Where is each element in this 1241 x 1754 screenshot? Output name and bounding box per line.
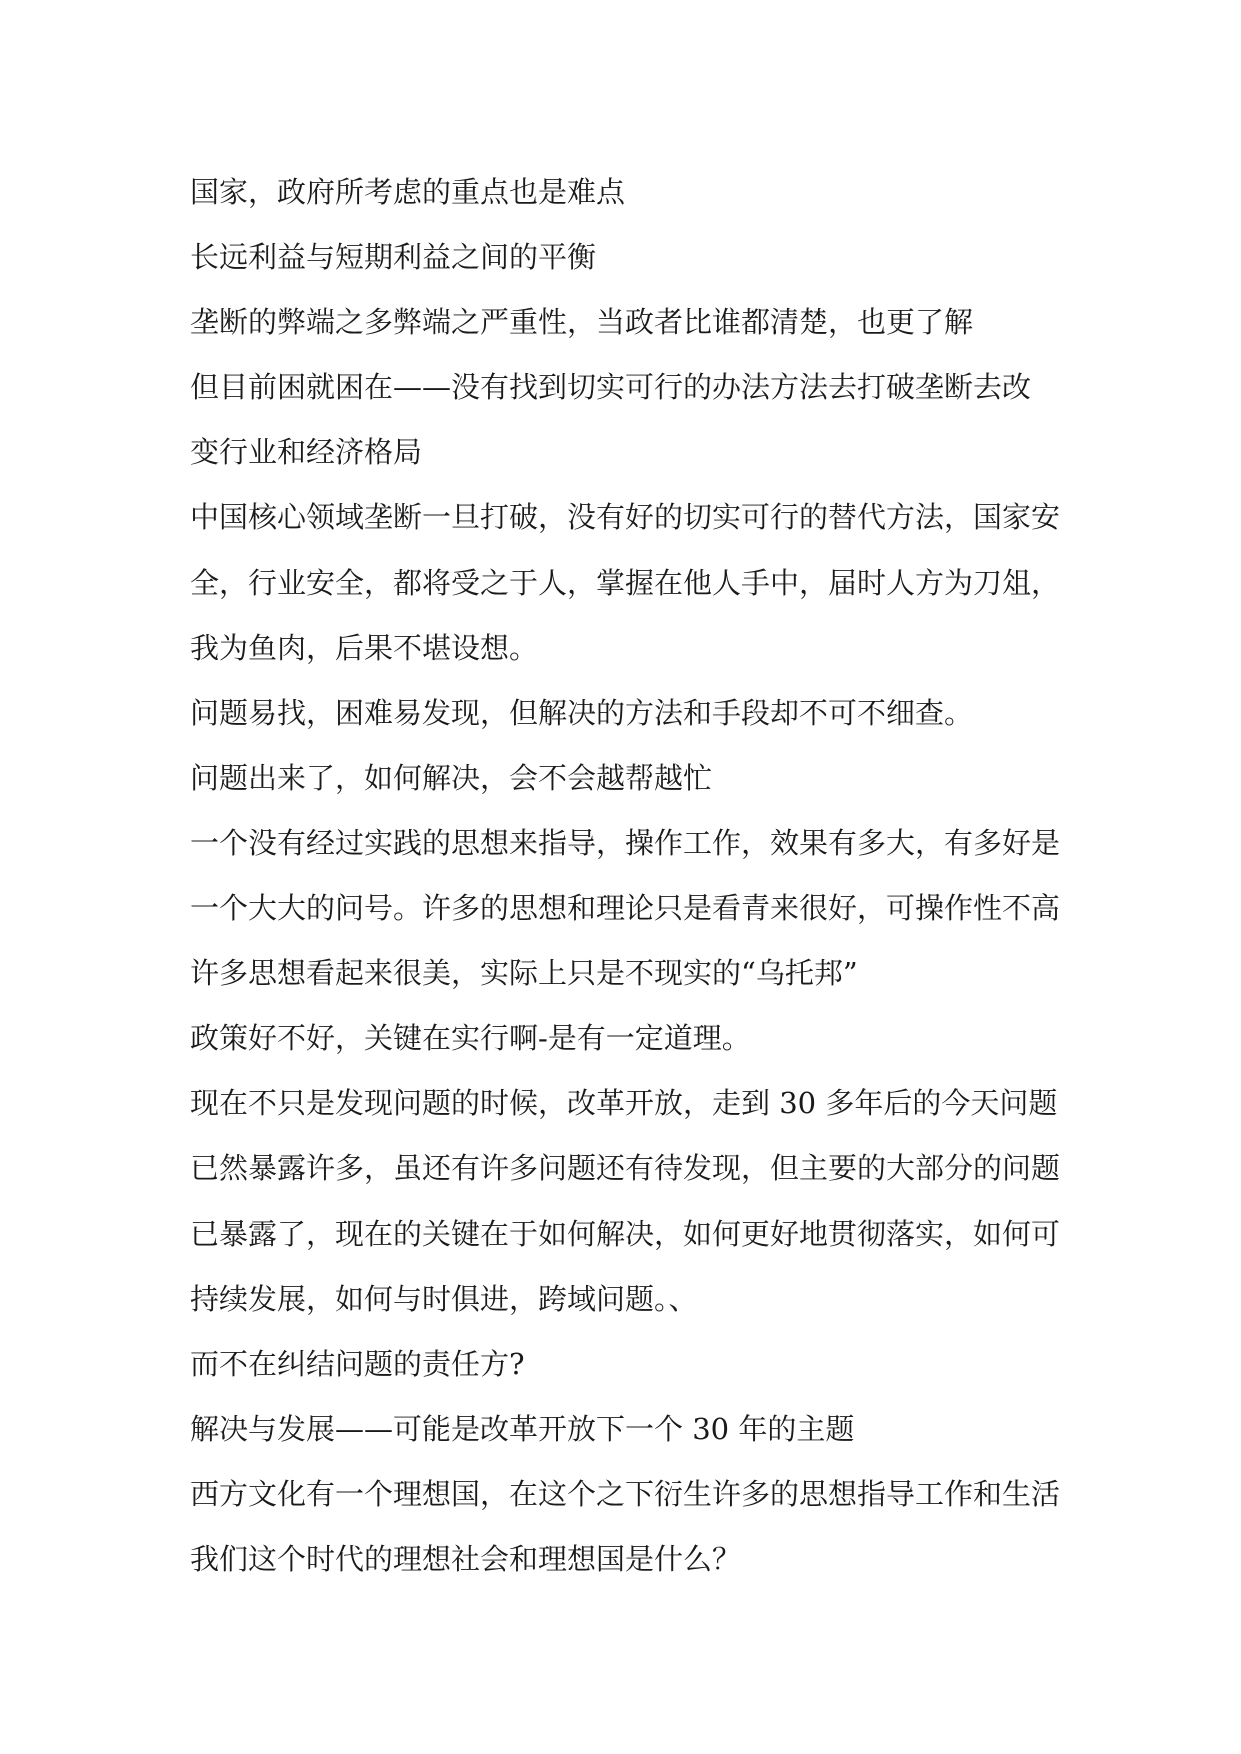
- text-line: 而不在纠结问题的责任方?: [190, 1346, 525, 1381]
- text-line: 已然暴露许多，虽还有许多问题还有待发现，但主要的大部分的问题: [190, 1151, 1061, 1186]
- text-line: 国家，政府所考虑的重点也是难点: [190, 175, 626, 209]
- text-line: 问题易找，困难易发现，但解决的方法和手段却不可不细查。: [190, 695, 974, 730]
- text-line: 解决与发展——可能是改革开放下一个 30 年的主题: [190, 1411, 855, 1446]
- text-line: 持续发展，如何与时俱进，跨域问题。、: [190, 1281, 698, 1316]
- text-line: 我们这个时代的理想社会和理想国是什么？: [190, 1541, 742, 1576]
- text-line: 已暴露了，现在的关键在于如何解决，如何更好地贯彻落实，如何可: [190, 1216, 1061, 1251]
- document-body: [190, 160, 1070, 1592]
- text-line: 许多思想看起来很美，实际上只是不现实的“乌托邦”: [190, 956, 858, 991]
- text-line: 中国核心领域垄断一旦打破，没有好的切实可行的替代方法，国家安: [190, 500, 1061, 535]
- text-line: 问题出来了，如何解决，会不会越帮越忙: [190, 760, 713, 795]
- text-line: 我为鱼肉，后果不堪设想。: [190, 630, 539, 665]
- text-line: 现在不只是发现问题的时候，改革开放，走到 30 多年后的今天问题: [190, 1086, 1058, 1121]
- text-line: 但目前困就困在——没有找到切实可行的办法方法去打破垄断去改: [190, 370, 1032, 405]
- text-line: 政策好不好，关键在实行啊-是有一定道理。: [190, 1021, 751, 1056]
- text-line: 全，行业安全，都将受之于人，掌握在他人手中，届时人方为刀俎，: [190, 565, 1061, 600]
- text-line: 长远利益与短期利益之间的平衡: [190, 240, 597, 275]
- text-line: 一个没有经过实践的思想来指导，操作工作，效果有多大，有多好是: [190, 825, 1061, 860]
- text-line: 垄断的弊端之多弊端之严重性，当政者比谁都清楚，也更了解: [190, 305, 974, 340]
- text-line: 西方文化有一个理想国，在这个之下衍生许多的思想指导工作和生活: [190, 1476, 1061, 1511]
- text-line: 一个大大的问号。许多的思想和理论只是看青来很好，可操作性不高: [190, 891, 1061, 926]
- text-line: 变行业和经济格局: [190, 435, 423, 470]
